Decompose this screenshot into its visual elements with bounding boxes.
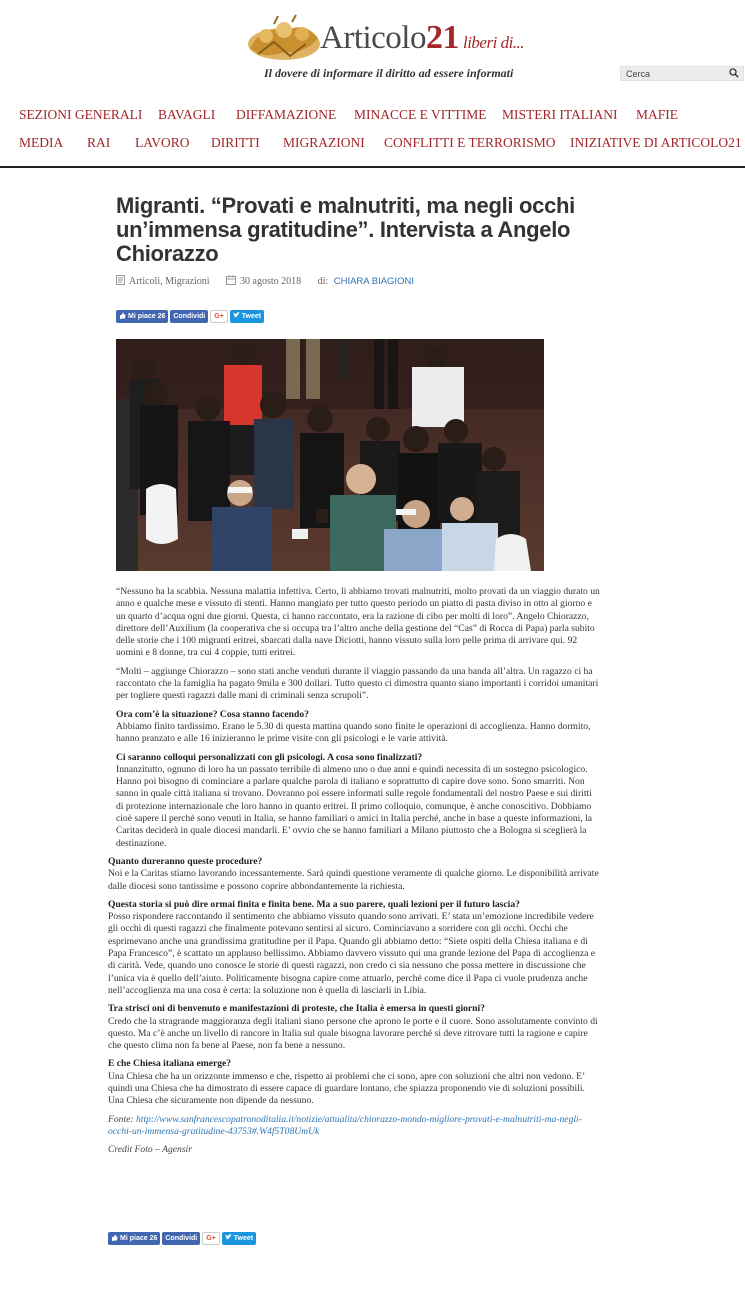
share-bar-bottom	[108, 1232, 258, 1245]
logo-icon[interactable]	[244, 14, 322, 66]
qa-block	[108, 899, 600, 997]
answer: Noi e la Caritas stiamo lavorando incessantemente. Sarà quindi questione veramente di qualche giorno. Le disponibilità arrivate dalle diocesi sono tantissime e possono coprire abbondantemente la richiesta.	[108, 868, 599, 892]
nav-item-diffamazione[interactable]: DIFFAMAZIONE	[236, 107, 337, 122]
nav-item-iniziative-di-articolo21[interactable]: INIZIATIVE DI ARTICOLO21	[570, 135, 742, 150]
tweet-label: Tweet	[233, 1235, 254, 1242]
categories-text[interactable]: Articoli, Migrazioni	[129, 276, 210, 287]
twitter-bird-icon	[233, 312, 240, 318]
site-number: 21	[425, 19, 459, 56]
article-body	[108, 586, 600, 1162]
share-bar-top	[116, 310, 266, 323]
facebook-like-button[interactable]	[116, 310, 168, 323]
document-icon	[116, 275, 125, 285]
question: Quanto dureranno queste procedure?	[108, 855, 263, 867]
article-photo	[116, 339, 544, 571]
question: E che Chiesa italiana emerge?	[108, 1058, 232, 1070]
facebook-like-button[interactable]	[108, 1232, 160, 1245]
question: Tra strisci oni di benvenuto e manifestazioni di proteste, che Italia è emersa in questi giorni?	[108, 1003, 485, 1015]
search-box	[620, 66, 744, 81]
site-subtitle: liberi di...	[462, 33, 525, 52]
article-date	[226, 275, 301, 287]
nav-item-sezioni-generali[interactable]: SEZIONI GENERALI	[19, 107, 143, 122]
paragraph: “Molti – aggiunge Chiorazzo – sono stati anche venduti durante il viaggio passando da una banda all’altra. Un ragazzo ci ha raccontato che la famiglia ha pagato 9mila e 300 dollari. Tutto questo ci dimostra quanto siano importanti i corridoi umanitari per togliere questi ragazzi dalle mani di criminali senza scrupoli”.	[116, 665, 599, 702]
facebook-share-button[interactable]: Condividi	[162, 1232, 200, 1245]
like-label: Mi piace 26	[120, 1235, 158, 1242]
qa-block	[108, 1058, 600, 1107]
nav-item-diritti[interactable]: DIRITTI	[211, 135, 260, 150]
article-categories	[116, 275, 210, 287]
tweet-label: Tweet	[241, 313, 262, 320]
nav-item-misteri-italiani[interactable]: MISTERI ITALIANI	[502, 107, 618, 122]
nav-item-rai[interactable]: RAI	[87, 135, 111, 150]
tweet-button[interactable]	[222, 1232, 256, 1245]
article-title: Migranti. “Provati e malnutriti, ma negli occhi un’immensa gratitudine”. Intervista a Angelo Chiorazzo	[116, 193, 575, 266]
answer: Una Chiesa che ha un orizzonte immenso e che, rispetto ai problemi che ci sono, apre con soluzioni che altri non vedono. E’ quindi una Chiesa che ha dimostrato di essere capace di guardare lontano, che spiazza proponendo vie di soluzioni possibili. Una Chiesa che sicuramente non dipende da nessuno.	[108, 1070, 585, 1107]
source-label: Fonte:	[108, 1113, 134, 1125]
answer: Credo che la stragrande maggioranza degli italiani siano persone che aprono le porte e il cuore. Sono assolutamente convinto di questo. Ma c’è anche un livello di rancore in Italia sul quale bisogna lavorare perché si deve ritrovare tutti la ragione e capire che questo clima non fa bene al Paese, non fa bene a nessuno.	[108, 1015, 598, 1052]
google-plus-button[interactable]: G+	[210, 310, 228, 323]
answer: Posso rispondere raccontando il sentimento che abbiamo vissuto quando sono arrivati. E’ stata un’emozione incredibile vedere gli occhi di questi ragazzi che finalmente potevano sentirsi al sicuro. Cominciavano a sorridere con gli occhi. Occhi che esprimevano anche una grandissima gratitudine per il Papa. Quando gli abbiamo detto: “Siete ospiti della Chiesa italiana e di Papa Francesco”, è scattato un applauso bellissimo. Abbiamo davvero vissuto qui una grande lezione del Papa di accoglienza e di carità. Vede, quando uno conosce le storie di questi ragazzi, non credo ci sia nessuno che possa mettere in discussione che l’unica via è quello dell’aiuto. Politicamente bisogna capire come attuarlo, perché come dice il Papa ci vuole prudenza anche nell’accoglienza ma una cosa è certa: la soluzione non è quella di lasciarli in Libia.	[108, 911, 595, 996]
question: Ci saranno colloqui personalizzati con gli psicologi. A cosa sono finalizzati?	[116, 751, 423, 763]
tweet-button[interactable]	[230, 310, 264, 323]
date-text: 30 agosto 2018	[240, 276, 302, 287]
article-meta	[116, 275, 414, 287]
site-tagline: Il dovere di informare il diritto ad essere informati	[264, 66, 514, 80]
site-logo[interactable]	[320, 18, 524, 63]
question: Questa storia si può dire ormai finita e finita bene. Ma a suo parere, quali lezioni per il futuro lascia?	[108, 898, 520, 910]
qa-block	[108, 856, 600, 893]
facebook-share-button[interactable]: Condividi	[170, 310, 208, 323]
author-prefix: di:	[317, 275, 329, 287]
nav-item-media[interactable]: MEDIA	[19, 135, 64, 150]
qa-block	[116, 752, 600, 850]
search-icon[interactable]	[729, 68, 739, 78]
nav-item-minacce-e-vittime[interactable]: MINACCE E VITTIME	[354, 107, 487, 122]
nav-row-secondary	[0, 135, 745, 163]
thumbs-up-icon	[111, 1234, 118, 1241]
article	[108, 190, 601, 1248]
nav-item-bavagli[interactable]: BAVAGLI	[158, 107, 216, 122]
search-input[interactable]	[626, 67, 726, 80]
site-name: Articolo	[320, 20, 426, 56]
twitter-bird-icon	[225, 1234, 232, 1240]
thumbs-up-icon	[119, 312, 126, 319]
main-navigation	[0, 102, 745, 168]
calendar-icon	[226, 275, 236, 285]
qa-block	[116, 709, 600, 746]
author-link[interactable]: CHIARA BIAGIONI	[333, 275, 414, 287]
nav-item-conflitti-e-terrorismo[interactable]: CONFLITTI E TERRORISMO	[384, 135, 556, 150]
question: Ora com’è la situazione? Cosa stanno facendo?	[116, 708, 309, 720]
photo-credit: Credit Foto – Agensir	[108, 1144, 192, 1156]
qa-block	[108, 1003, 600, 1052]
source-link[interactable]: http://www.sanfrancescopatronoditalia.it/notizie/attualita/chiorazzo-mondo-migliore-provati-e-malnutriti-ma-negli-occhi-un-immensa-gratitudine-43753#.W4f5T08UmUk	[108, 1113, 582, 1137]
google-plus-button[interactable]: G+	[202, 1232, 220, 1245]
answer: Innanzitutto, ognuno di loro ha un passato terribile di almeno uno o due anni e quindi necessita di un sostegno psicologico. Hanno poi bisogno di cominciare a parlare qualche parola di italiano e soprattutto di capire dove sono. Sono smarriti. Non sanno in quale città italiana si trovano. Dovranno poi essere informati sulle regole fondamentali del nostro Paese e sui diritti di protezione internazionale che loro hanno in quanto eritrei. Il primo colloquio, comunque, è anche conoscitivo. Dobbiamo cioè sapere il perché sono venuti in Italia, se hanno familiari o amici in Italia perché, anche in base a queste informazioni, la Caritas deciderà in quale diocesi mandarli. E’ ovvio che se hanno familiari a Milano piuttosto che a Bologna si sceglierà la destinazione.	[116, 763, 593, 849]
paragraph: “Nessuno ha la scabbia. Nessuna malattia infettiva. Certo, li abbiamo trovati malnutriti, molto provati da un viaggio durato un anno e qualche mese e vissuto di stenti. Hanno mangiato per tutto questo periodo un piatto di pasta diviso in otto al giorno e un quarto d’acqua ogni due giorni. Questa, ci hanno raccontato, era la razione di cibo per molti di loro”. Angelo Chiorazzo, direttore dell’Auxilium (la cooperativa che si occupa tra l’altro anche della gestione del “Cas” di Rocca di Papa) parla subito delle storie che i 100 migranti eritrei, sbarcati dalla nave Diciotti, hanno vissuto sulla loro pelle prima di arrivare qui. 92 uomini e 8 donne, tra cui 4 coppie, tutti eritrei.	[116, 586, 600, 659]
answer: Abbiamo finito tardissimo. Erano le 5.30 di questa mattina quando sono finite le operazioni di accoglienza. Hanno dormito, hanno pranzato e alle 16 inizieranno le prime visite con gli psicologi e le varie attività.	[116, 720, 591, 745]
source-line	[108, 1114, 600, 1139]
nav-row-primary	[0, 107, 745, 135]
nav-item-migrazioni[interactable]: MIGRAZIONI	[283, 135, 365, 150]
nav-item-mafie[interactable]: MAFIE	[636, 107, 679, 122]
site-header	[0, 0, 745, 92]
like-label: Mi piace 26	[128, 313, 166, 320]
nav-item-lavoro[interactable]: LAVORO	[135, 135, 190, 150]
